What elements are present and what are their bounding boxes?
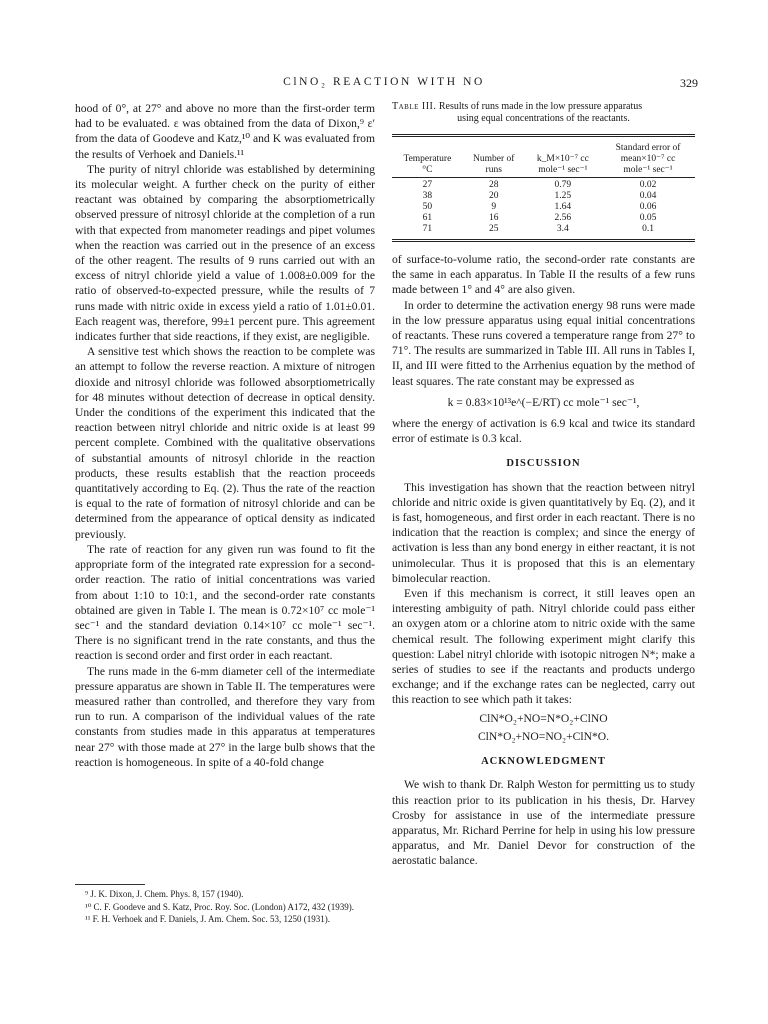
- table-row: 71 25 3.4 0.1: [422, 224, 654, 234]
- footnote-rule: [75, 884, 145, 885]
- paragraph: We wish to thank Dr. Ralph Weston for permitting us to study this reaction prior to its publication in his thesis, Dr. Harvey Crosby for assistance in use of the intermediate pressure apparatus, Mr. Richard Perrine for help in using his low pressure apparatus, and Mr. Daniel Devor for construction of the aerostatic balance.: [392, 778, 695, 868]
- footnote: ⁹ J. K. Dixon, J. Chem. Phys. 8, 157 (1940).: [85, 889, 244, 899]
- paragraph: A sensitive test which shows the reaction to be complete was an attempt to follow the reverse reaction. A mixture of nitrogen dioxide and nitrosyl chloride was followed absorptiometrically for 48 minutes without detection of decrease in optical density. Under the conditions of the experiment this indicated that the reaction between nitryl chloride and nitric oxide is at least 99 percent complete. Combined with the qualitative observations of substantial amounts of nitrosyl chloride in the reaction products, these results establish that the reaction proceeds quantitatively according to Eq. (2). Thus the rate of the reaction is equal to the rate of formation of nitrosyl chloride and can be determined from the appearance of optical density as indicated previously.: [75, 345, 375, 541]
- footnote: ¹¹ F. H. Verhoek and F. Daniels, J. Am. Chem. Soc. 53, 1250 (1931).: [85, 914, 331, 924]
- footnotes: [75, 884, 375, 927]
- acknowledgment-heading: ACKNOWLEDGMENT: [481, 756, 606, 768]
- results-table: [392, 134, 695, 242]
- page-header: [0, 76, 768, 92]
- paragraph: The runs made in the 6-mm diameter cell of the intermediate pressure apparatus are shown in Table II. The temperatures were measured rather than controlled, and therefore they vary from run to run. A comparison of the individual values of the rate constants from studies made in this apparatus at temperatures near 27° with those made at 27° in the large bulb shows that the reaction is homogeneous. In spite of a 40-fold change: [75, 664, 375, 769]
- paragraph: Even if this mechanism is correct, it still leaves open an interesting ambiguity of path. Nitryl chloride could pass either an oxygen atom or a chlorine atom to nitric oxide with the same chemical result. The following experiment might clarify this question: Label nitryl chloride with isotopic nitrogen N*; make a series of studies to see if the reactants and products undergo exchange; and if the exchange rates can be neglected, carry out this reaction to see which path it takes:: [392, 587, 695, 707]
- paragraph: hood of 0°, at 27° and above no more than the first-order term had to be evaluated. ε was obtained from the data of Dixon,⁹ ε′ from the data of Goodeve and Katz,¹⁰ and K was evaluated from the results of Verhoek and Daniels.¹¹: [75, 102, 375, 161]
- table-caption: [392, 101, 695, 125]
- paragraph: The purity of nitryl chloride was established by determining its molecular weight. A further check on the purity of either reactant was obtained by comparing the absorptiometrically observed pressure of nitrosyl chloride at the completion of a run with that expected from manometer readings and pipet volumes when the reaction was carried out in the presence of an excess of the other reagent. The results of 9 runs carried out with an excess of nitryl chloride yield a value of 1.008±0.009 for the ratio of observed-to-expected pressure, while the results of 7 runs made with nitric oxide in excess yield a ratio of 1.01±0.01. Each reagent was, therefore, 99±1 percent pure. This agreement indicates further that side reactions, if they exist, are negligible.: [75, 162, 375, 344]
- running-title: ClNO₂ REACTION WITH NO: [283, 76, 485, 88]
- paragraph: The rate of reaction for any given run was found to fit the appropriate form of the integrated rate expression for a second-order reaction. The ratio of initial concentrations was varied from about 1:10 to 10:1, and the second-order rate constants obtained are given in Table I. The mean is 0.72×10⁷ cc mole⁻¹ sec⁻¹ and the standard deviation 0.14×10⁷ cc mole⁻¹ sec⁻¹. There is no significant trend in the rate constants, and thus the reaction is second order and first order in each reactant.: [75, 542, 375, 663]
- header-k: k_M×10⁻⁷ cc mole⁻¹ sec⁻¹: [525, 143, 601, 178]
- reaction-equation: ClN*O₂+NO=N*O₂+ClNO: [479, 711, 608, 725]
- right-column: [392, 101, 695, 869]
- paragraph: This investigation has shown that the reaction between nitryl chloride and nitric oxide is given quantitatively by Eq. (2), and it is fast, homogeneous, and first order in each reactant. There is no indication that the reaction is complex; and since the energy of activation is less than any bond energy in either reactant, it is not unimolecular. Thus it is proposed that this is an elementary bimolecular reaction.: [392, 480, 695, 585]
- footnote: ¹⁰ C. F. Goodeve and S. Katz, Proc. Roy. Soc. (London) A172, 432 (1939).: [85, 901, 354, 912]
- table-row: 61 16 2.56 0.05: [422, 213, 657, 223]
- paragraph: In order to determine the activation energy 98 runs were made in the low pressure apparatus using equal initial concentrations of reactants. These runs covered a temperature range from 27° to 71°. The results are summarized in Table III. All runs in Tables I, II, and III were fitted to the Arrhenius equation by the method of least squares. The rate constant may be expressed as: [392, 298, 695, 388]
- arrhenius-equation: k = 0.83×10¹³e^(−E/RT) cc mole⁻¹ sec⁻¹,: [447, 395, 640, 409]
- paragraph: where the energy of activation is 6.9 kcal and twice its standard error of estimate is 0.3 kcal.: [392, 417, 695, 446]
- table-row: 50 9 1.64 0.06: [422, 202, 657, 212]
- paragraph: of surface-to-volume ratio, the second-order rate constants are the same in each apparatus. In Table II the results of a few runs made between 1° and 4° are also given.: [392, 253, 695, 297]
- left-column: [75, 101, 375, 770]
- table-caption-line1: Results of runs made in the low pressure apparatus: [438, 101, 643, 112]
- discussion-heading: DISCUSSION: [506, 458, 581, 470]
- reaction-equation: ClN*O₂+NO=NO₂+ClN*O.: [477, 729, 610, 743]
- table-row: 27 28 0.79 0.02: [422, 180, 657, 190]
- table-row: 38 20 1.25 0.04: [422, 191, 657, 201]
- table-caption-line2: using equal concentrations of the reactants.: [457, 113, 630, 124]
- page-number: 329: [680, 76, 698, 90]
- header-temperature: Temperature °C: [392, 143, 463, 178]
- header-runs: Number of runs: [463, 143, 525, 178]
- table-3: [392, 101, 695, 242]
- table-caption-label: Table III.: [392, 101, 437, 112]
- header-standard-error: Standard error of mean×10⁻⁷ cc mole⁻¹ sec⁻¹: [601, 143, 695, 178]
